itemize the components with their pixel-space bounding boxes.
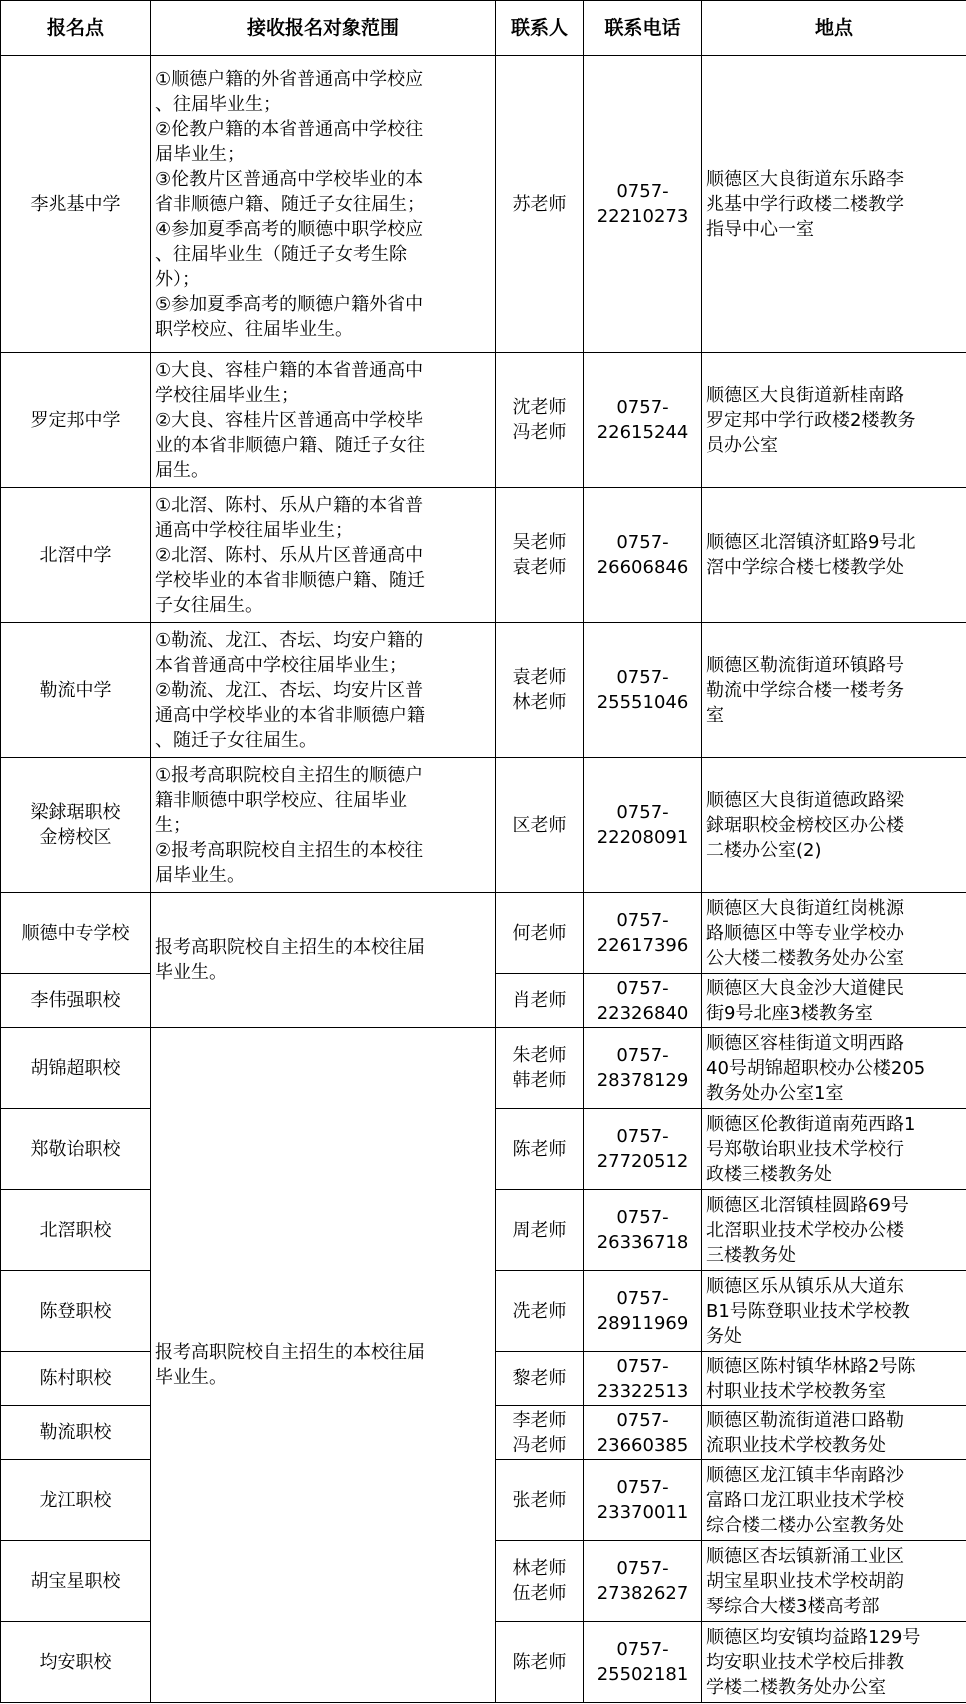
contact-cell: 肖老师 [496, 974, 584, 1028]
table-row [1, 623, 966, 758]
site-cell: 北滘职校 [1, 1190, 151, 1271]
address-cell: 顺德区北滘镇济虹路9号北 滘中学综合楼七楼教学处 [702, 488, 966, 623]
address-cell: 顺德区大良街道德政路梁 銶琚职校金榜校区办公楼 二楼办公室(2) [702, 758, 966, 893]
contact-cell: 沈老师 冯老师 [496, 353, 584, 488]
address-cell: 顺德区容桂街道文明西路 40号胡锦超职校办公楼205 教务处办公室1室 [702, 1028, 966, 1109]
phone-cell: 0757- 23370011 [584, 1460, 702, 1541]
address-cell: 顺德区杏坛镇新涌工业区 胡宝星职业技术学校胡韵 琴综合大楼3楼高考部 [702, 1541, 966, 1622]
contact-cell: 吴老师 袁老师 [496, 488, 584, 623]
site-cell: 梁銶琚职校 金榜校区 [1, 758, 151, 893]
contact-cell: 张老师 [496, 1460, 584, 1541]
scope-cell: ①北滘、陈村、乐从户籍的本省普 通高中学校往届毕业生； ②北滘、陈村、乐从片区普通高中 学校毕业的本省非顺德户籍、随迁 子女往届生。 [151, 488, 496, 623]
site-cell: 顺德中专学校 [1, 893, 151, 974]
phone-cell: 0757- 26606846 [584, 488, 702, 623]
phone-cell: 0757- 22210273 [584, 56, 702, 353]
site-cell: 郑敬诒职校 [1, 1109, 151, 1190]
phone-cell: 0757- 22615244 [584, 353, 702, 488]
site-cell: 均安职校 [1, 1622, 151, 1703]
address-cell: 顺德区伦教街道南苑西路1 号郑敬诒职业技术学校行 政楼三楼教务处 [702, 1109, 966, 1190]
contact-cell: 袁老师 林老师 [496, 623, 584, 758]
phone-cell: 0757- 28378129 [584, 1028, 702, 1109]
contact-cell: 李老师 冯老师 [496, 1406, 584, 1460]
phone-cell: 0757- 23322513 [584, 1352, 702, 1406]
site-cell: 罗定邦中学 [1, 353, 151, 488]
phone-cell: 0757- 26336718 [584, 1190, 702, 1271]
address-cell: 顺德区龙江镇丰华南路沙 富路口龙江职业技术学校 综合楼二楼办公室教务处 [702, 1460, 966, 1541]
site-cell: 北滘中学 [1, 488, 151, 623]
header-contact: 联系人 [496, 1, 584, 56]
phone-cell: 0757- 23660385 [584, 1406, 702, 1460]
contact-cell: 区老师 [496, 758, 584, 893]
header-address: 地点 [702, 1, 966, 56]
contact-cell: 何老师 [496, 893, 584, 974]
phone-cell: 0757- 25502181 [584, 1622, 702, 1703]
phone-cell: 0757- 28911969 [584, 1271, 702, 1352]
scope-cell: ①顺德户籍的外省普通高中学校应 、往届毕业生； ②伦教户籍的本省普通高中学校往 届毕业生； ③伦教片区普通高中学校毕业的本 省非顺德户籍、随迁子女往届生； ④参加夏季高考的顺德中职学校应 、往届毕业生（随迁子女考生除 外）； ⑤参加夏季高考的顺德户籍外省中 职学校应、往届毕业生。 [151, 56, 496, 353]
header-phone: 联系电话 [584, 1, 702, 56]
scope-cell: ①报考高职院校自主招生的顺德户 籍非顺德中职学校应、往届毕业 生； ②报考高职院校自主招生的本校往 届毕业生。 [151, 758, 496, 893]
site-cell: 陈村职校 [1, 1352, 151, 1406]
site-cell: 勒流职校 [1, 1406, 151, 1460]
contact-cell: 冼老师 [496, 1271, 584, 1352]
site-cell: 陈登职校 [1, 1271, 151, 1352]
address-cell: 顺德区大良街道新桂南路 罗定邦中学行政楼2楼教务 员办公室 [702, 353, 966, 488]
site-cell: 龙江职校 [1, 1460, 151, 1541]
site-cell: 李伟强职校 [1, 974, 151, 1028]
table-row [1, 56, 966, 353]
scope-cell: ①勒流、龙江、杏坛、均安户籍的 本省普通高中学校往届毕业生； ②勒流、龙江、杏坛、均安片区普 通高中学校毕业的本省非顺德户籍 、随迁子女往届生。 [151, 623, 496, 758]
address-cell: 顺德区大良街道东乐路李 兆基中学行政楼二楼教学 指导中心一室 [702, 56, 966, 353]
header-scope: 接收报名对象范围 [151, 1, 496, 56]
address-cell: 顺德区陈村镇华林路2号陈 村职业技术学校教务室 [702, 1352, 966, 1406]
site-cell: 胡宝星职校 [1, 1541, 151, 1622]
table-row [1, 488, 966, 623]
contact-cell: 林老师 伍老师 [496, 1541, 584, 1622]
address-cell: 顺德区北滘镇桂圆路69号 北滘职业技术学校办公楼 三楼教务处 [702, 1190, 966, 1271]
address-cell: 顺德区大良金沙大道健民 街9号北座3楼教务室 [702, 974, 966, 1028]
phone-cell: 0757- 22617396 [584, 893, 702, 974]
address-cell: 顺德区乐从镇乐从大道东 B1号陈登职业技术学校教 务处 [702, 1271, 966, 1352]
address-cell: 顺德区勒流街道港口路勒 流职业技术学校教务处 [702, 1406, 966, 1460]
contact-cell: 陈老师 [496, 1622, 584, 1703]
phone-cell: 0757- 27382627 [584, 1541, 702, 1622]
phone-cell: 0757- 25551046 [584, 623, 702, 758]
address-cell: 顺德区勒流街道环镇路号 勒流中学综合楼一楼考务 室 [702, 623, 966, 758]
address-cell: 顺德区大良街道红岗桃源 路顺德区中等专业学校办 公大楼二楼教务处办公室 [702, 893, 966, 974]
address-cell: 顺德区均安镇均益路129号 均安职业技术学校后排教 学楼二楼教务处办公室 [702, 1622, 966, 1703]
table-row [1, 758, 966, 893]
site-cell: 李兆基中学 [1, 56, 151, 353]
scope-cell-merged: 报考高职院校自主招生的本校往届 毕业生。 [151, 893, 496, 1028]
table-row [1, 1028, 966, 1109]
site-cell: 勒流中学 [1, 623, 151, 758]
contact-cell: 陈老师 [496, 1109, 584, 1190]
table-row [1, 353, 966, 488]
header-site: 报名点 [1, 1, 151, 56]
scope-cell-merged: 报考高职院校自主招生的本校往届 毕业生。 [151, 1028, 496, 1703]
contact-cell: 苏老师 [496, 56, 584, 353]
contact-cell: 朱老师 韩老师 [496, 1028, 584, 1109]
scope-cell: ①大良、容桂户籍的本省普通高中 学校往届毕业生； ②大良、容桂片区普通高中学校毕 业的本省非顺德户籍、随迁子女往 届生。 [151, 353, 496, 488]
contact-cell: 周老师 [496, 1190, 584, 1271]
table-row [1, 893, 966, 974]
phone-cell: 0757- 27720512 [584, 1109, 702, 1190]
phone-cell: 0757- 22208091 [584, 758, 702, 893]
header-row [1, 1, 966, 56]
phone-cell: 0757- 22326840 [584, 974, 702, 1028]
site-cell: 胡锦超职校 [1, 1028, 151, 1109]
contact-cell: 黎老师 [496, 1352, 584, 1406]
